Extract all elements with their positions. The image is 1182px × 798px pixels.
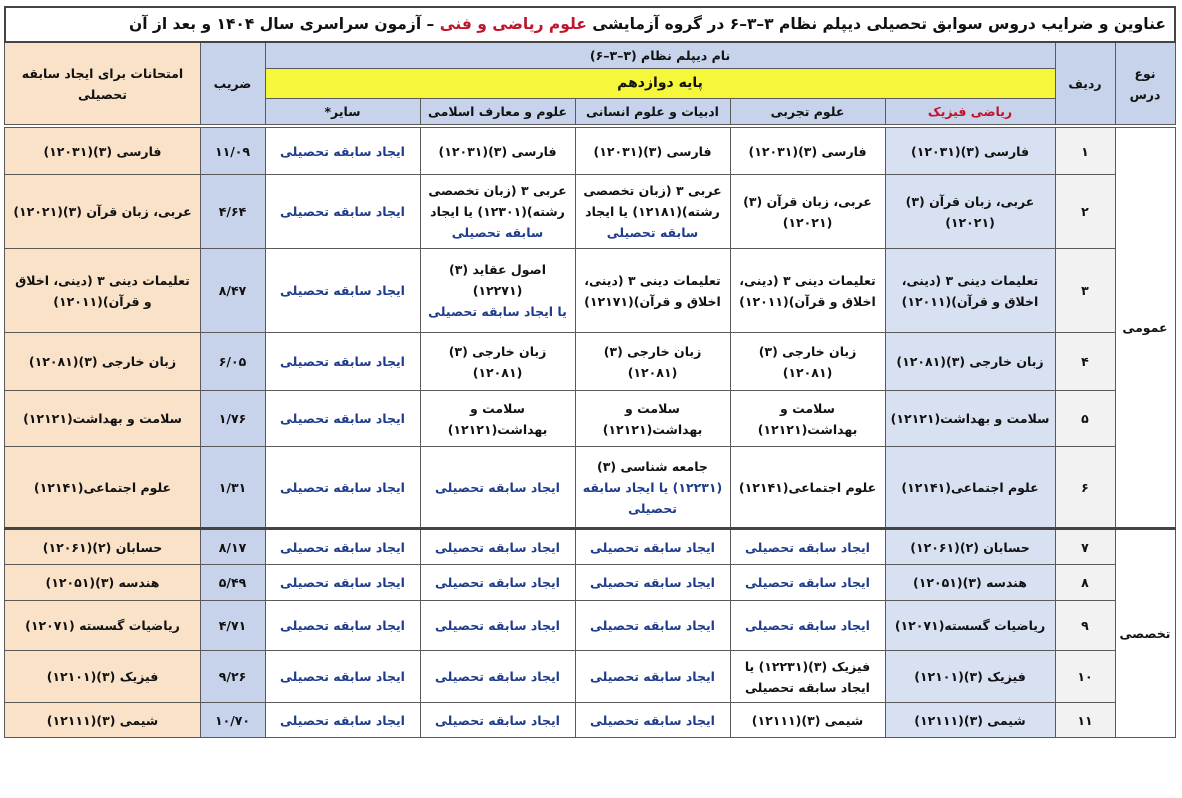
cell-humanities: فارسی (۳)(۱۲۰۳۱) <box>575 128 730 175</box>
header-row-number: ردیف <box>1055 42 1115 125</box>
cell-experimental: ایجاد سابقه تحصیلی <box>730 601 885 651</box>
table-row <box>5 565 1175 601</box>
cell-coefficient: ۱/۷۶ <box>200 391 265 447</box>
cell-humanities-alt: تحصیلی <box>628 500 677 516</box>
cell-experimental: فارسی (۳)(۱۲۰۳۱) <box>730 128 885 175</box>
cell-exam: ریاضیات گسسته (۱۲۰۷۱) <box>5 601 200 651</box>
cell-coefficient: ۵/۴۹ <box>200 565 265 601</box>
table-row <box>5 651 1175 703</box>
cell-experimental: زبان خارجی (۳)(۱۲۰۸۱) <box>730 333 885 391</box>
title-row <box>5 7 1175 42</box>
cell-math-physics: تعلیمات دینی ۳ (دینی، اخلاق و قرآن)(۱۲۰۱۱) <box>885 249 1055 333</box>
cell-coefficient: ۶/۰۵ <box>200 333 265 391</box>
row-number: ۲ <box>1055 175 1115 249</box>
cell-islamic: زبان خارجی (۳)(۱۲۰۸۱) <box>420 333 575 391</box>
row-number: ۱ <box>1055 128 1115 175</box>
header-field-islamic: علوم و معارف اسلامی <box>420 99 575 125</box>
cell-math-physics: سلامت و بهداشت(۱۲۱۲۱) <box>885 391 1055 447</box>
cell-coefficient: ۱۰/۷۰ <box>200 703 265 738</box>
cell-humanities: ایجاد سابقه تحصیلی <box>575 565 730 601</box>
cell-humanities: ایجاد سابقه تحصیلی <box>575 703 730 738</box>
cell-math-physics: عربی، زبان قرآن (۳)(۱۲۰۲۱) <box>885 175 1055 249</box>
cell-humanities <box>575 447 730 529</box>
row-number: ۳ <box>1055 249 1115 333</box>
row-number: ۶ <box>1055 447 1115 529</box>
header-exams: امتحانات برای ایجاد سابقه تحصیلی <box>5 42 200 125</box>
cell-exam: حسابان (۲)(۱۲۰۶۱) <box>5 529 200 565</box>
table-row <box>5 447 1175 529</box>
cell-humanities-text: جامعه شناسی (۳) <box>597 458 708 474</box>
title-highlight: علوم ریاضی و فنی <box>439 15 587 33</box>
title-part-2: – آزمون سراسری سال ۱۴۰۴ و بعد از آن <box>128 15 435 33</box>
table-row <box>5 703 1175 738</box>
header-course-type: نوع درس <box>1115 42 1175 125</box>
row-number: ۴ <box>1055 333 1115 391</box>
cell-islamic: ایجاد سابقه تحصیلی <box>420 651 575 703</box>
cell-other: ایجاد سابقه تحصیلی <box>265 565 420 601</box>
header-field-math-physics: ریاضی فیزیک <box>885 99 1055 125</box>
row-number: ۹ <box>1055 601 1115 651</box>
cell-humanities: سلامت و بهداشت(۱۲۱۲۱) <box>575 391 730 447</box>
row-number: ۱۱ <box>1055 703 1115 738</box>
cell-exam: سلامت و بهداشت(۱۲۱۲۱) <box>5 391 200 447</box>
table-row <box>5 128 1175 175</box>
group-general: عمومی <box>1115 128 1175 529</box>
cell-humanities-text-2 <box>580 477 726 498</box>
cell-humanities: ایجاد سابقه تحصیلی <box>575 601 730 651</box>
cell-humanities: ایجاد سابقه تحصیلی <box>575 651 730 703</box>
cell-experimental: ایجاد سابقه تحصیلی <box>730 529 885 565</box>
cell-math-physics: علوم اجتماعی(۱۲۱۴۱) <box>885 447 1055 529</box>
cell-coefficient: ۴/۷۱ <box>200 601 265 651</box>
cell-other: ایجاد سابقه تحصیلی <box>265 529 420 565</box>
table-row <box>5 249 1175 333</box>
cell-humanities: زبان خارجی (۳)(۱۲۰۸۱) <box>575 333 730 391</box>
cell-islamic: ایجاد سابقه تحصیلی <box>420 447 575 529</box>
cell-islamic: فارسی (۳)(۱۲۰۳۱) <box>420 128 575 175</box>
header-diploma: نام دیپلم نظام (۳–۳–۶) <box>265 42 1055 69</box>
cell-experimental-alt: ایجاد سابقه تحصیلی <box>745 679 870 695</box>
cell-islamic: ایجاد سابقه تحصیلی <box>420 703 575 738</box>
cell-experimental: سلامت و بهداشت(۱۲۱۲۱) <box>730 391 885 447</box>
cell-other: ایجاد سابقه تحصیلی <box>265 128 420 175</box>
cell-math-physics: فیزیک (۳)(۱۲۱۰۱) <box>885 651 1055 703</box>
cell-islamic: سلامت و بهداشت(۱۲۱۲۱) <box>420 391 575 447</box>
cell-humanities: تعلیمات دینی ۳ (دینی، اخلاق و قرآن)(۱۲۱۷۱) <box>575 249 730 333</box>
cell-islamic-text: اصول عقاید (۳)(۱۲۲۷۱) <box>449 262 546 298</box>
page-title <box>5 7 1175 42</box>
cell-experimental-text: فیزیک (۳)(۱۲۲۳۱) یا <box>744 658 871 674</box>
cell-islamic-text: عربی ۳ (زبان تخصصی رشته)(۱۲۳۰۱) یا ایجاد <box>428 183 567 219</box>
table-row <box>5 601 1175 651</box>
cell-other: ایجاد سابقه تحصیلی <box>265 175 420 249</box>
header-field-other: سایر* <box>265 99 420 125</box>
cell-exam: زبان خارجی (۳)(۱۲۰۸۱) <box>5 333 200 391</box>
header-row-1 <box>5 42 1175 69</box>
cell-exam: تعلیمات دینی ۳ (دینی، اخلاق و قرآن)(۱۲۰۱۱) <box>5 249 200 333</box>
cell-islamic-alt: یا ایجاد سابقه تحصیلی <box>428 304 567 319</box>
document-sheet <box>6 6 1176 738</box>
cell-other: ایجاد سابقه تحصیلی <box>265 601 420 651</box>
cell-math-physics: فارسی (۳)(۱۲۰۳۱) <box>885 128 1055 175</box>
header-field-humanities: ادبیات و علوم انسانی <box>575 99 730 125</box>
cell-humanities-text: عربی ۳ (زبان تخصصی رشته)(۱۲۱۸۱) یا ایجاد <box>583 183 722 219</box>
header-grade-level: پایه دوازدهم <box>265 69 1055 99</box>
cell-experimental: عربی، زبان قرآن (۳)(۱۲۰۲۱) <box>730 175 885 249</box>
cell-exam: فارسی (۳)(۱۲۰۳۱) <box>5 128 200 175</box>
table-row <box>5 529 1175 565</box>
cell-experimental <box>730 651 885 703</box>
cell-exam: هندسه (۳)(۱۲۰۵۱) <box>5 565 200 601</box>
cell-math-physics: حسابان (۲)(۱۲۰۶۱) <box>885 529 1055 565</box>
row-number: ۷ <box>1055 529 1115 565</box>
cell-exam: فیزیک (۳)(۱۲۱۰۱) <box>5 651 200 703</box>
table-row <box>5 391 1175 447</box>
cell-islamic <box>420 175 575 249</box>
cell-math-physics: شیمی (۳)(۱۲۱۱۱) <box>885 703 1055 738</box>
cell-humanities-alt: سابقه تحصیلی <box>606 225 699 240</box>
title-part-1: عناوین و ضرایب دروس سوابق تحصیلی دیپلم نظام ۳–۳–۶ در گروه آزمایشی <box>592 15 1166 33</box>
cell-islamic-alt: سابقه تحصیلی <box>451 225 544 240</box>
cell-humanities: ایجاد سابقه تحصیلی <box>575 529 730 565</box>
cell-humanities-code: (۱۲۲۳۱) یا ایجاد سابقه <box>582 479 723 495</box>
row-number: ۱۰ <box>1055 651 1115 703</box>
row-number: ۵ <box>1055 391 1115 447</box>
cell-math-physics: زبان خارجی (۳)(۱۲۰۸۱) <box>885 333 1055 391</box>
cell-exam: شیمی (۳)(۱۲۱۱۱) <box>5 703 200 738</box>
cell-coefficient: ۸/۱۷ <box>200 529 265 565</box>
cell-experimental: علوم اجتماعی(۱۲۱۴۱) <box>730 447 885 529</box>
cell-coefficient: ۱/۳۱ <box>200 447 265 529</box>
cell-coefficient: ۴/۶۴ <box>200 175 265 249</box>
cell-other: ایجاد سابقه تحصیلی <box>265 249 420 333</box>
cell-other: ایجاد سابقه تحصیلی <box>265 333 420 391</box>
cell-math-physics: هندسه (۳)(۱۲۰۵۱) <box>885 565 1055 601</box>
table-row <box>5 333 1175 391</box>
cell-coefficient: ۱۱/۰۹ <box>200 128 265 175</box>
cell-exam: علوم اجتماعی(۱۲۱۴۱) <box>5 447 200 529</box>
cell-other: ایجاد سابقه تحصیلی <box>265 651 420 703</box>
cell-islamic: ایجاد سابقه تحصیلی <box>420 529 575 565</box>
cell-math-physics: ریاضیات گسسته(۱۲۰۷۱) <box>885 601 1055 651</box>
header-field-experimental: علوم تجربی <box>730 99 885 125</box>
cell-islamic <box>420 249 575 333</box>
cell-experimental: تعلیمات دینی ۳ (دینی، اخلاق و قرآن)(۱۲۰۱۱) <box>730 249 885 333</box>
cell-humanities <box>575 175 730 249</box>
row-number: ۸ <box>1055 565 1115 601</box>
cell-islamic: ایجاد سابقه تحصیلی <box>420 565 575 601</box>
cell-coefficient: ۸/۴۷ <box>200 249 265 333</box>
cell-islamic: ایجاد سابقه تحصیلی <box>420 601 575 651</box>
cell-coefficient: ۹/۲۶ <box>200 651 265 703</box>
cell-other: ایجاد سابقه تحصیلی <box>265 447 420 529</box>
group-specialized: تخصصی <box>1115 529 1175 738</box>
cell-experimental: ایجاد سابقه تحصیلی <box>730 565 885 601</box>
cell-experimental: شیمی (۳)(۱۲۱۱۱) <box>730 703 885 738</box>
cell-exam: عربی، زبان قرآن (۳)(۱۲۰۲۱) <box>5 175 200 249</box>
courses-table <box>4 6 1176 738</box>
cell-other: ایجاد سابقه تحصیلی <box>265 391 420 447</box>
header-coefficient: ضریب <box>200 42 265 125</box>
table-row <box>5 175 1175 249</box>
cell-other: ایجاد سابقه تحصیلی <box>265 703 420 738</box>
